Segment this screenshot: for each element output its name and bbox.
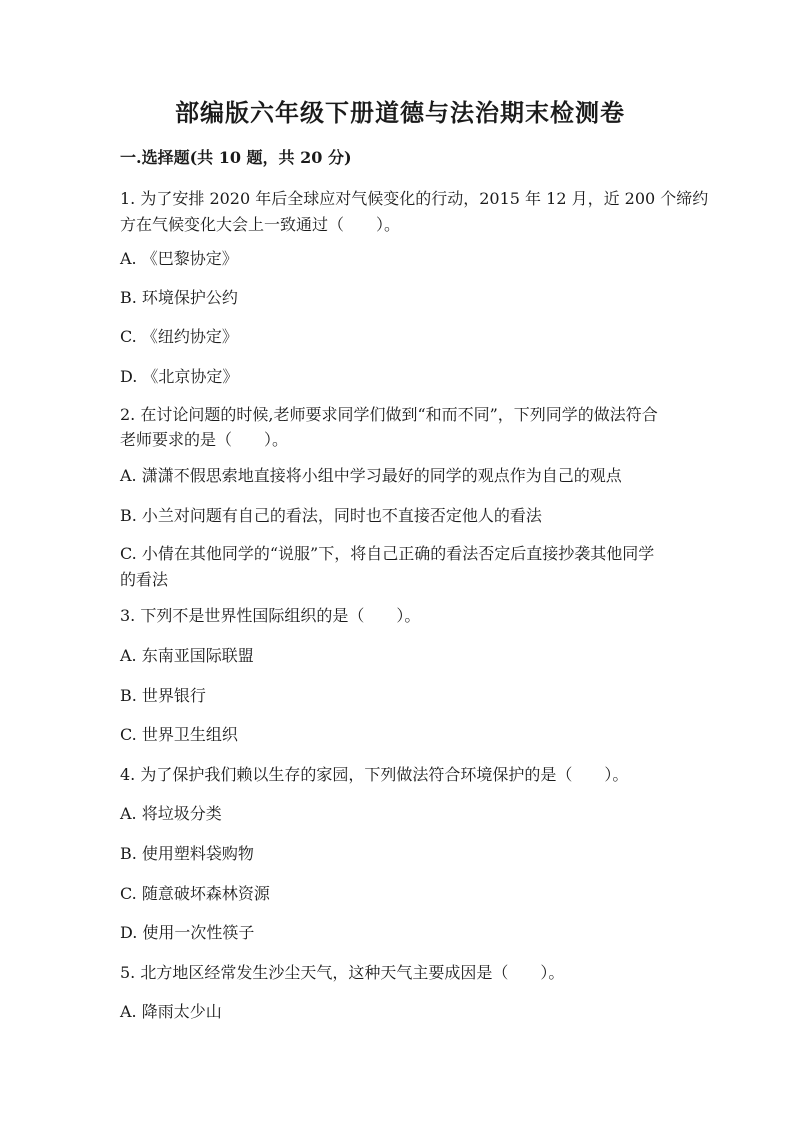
question-1-option-c: C. 《纽约协定》: [120, 327, 238, 346]
question-1-option-a: A. 《巴黎协定》: [120, 249, 238, 268]
question-4-stem: 4. 为了保护我们赖以生存的家园，下列做法符合环境保护的是（ ）。: [120, 765, 629, 784]
question-4-option-a: A. 将垃圾分类: [120, 804, 222, 823]
question-4-option-d: D. 使用一次性筷子: [120, 923, 255, 942]
section-heading: 一.选择题(共 10 题，共 20 分): [120, 148, 352, 167]
question-1-option-d: D. 《北京协定》: [120, 367, 239, 386]
question-2-option-a: A. 潇潇不假思索地直接将小组中学习最好的同学的观点作为自己的观点: [120, 466, 622, 485]
question-2-stem: 2. 在讨论问题的时候,老师要求同学们做到“和而不同”，下列同学的做法符合: [120, 405, 658, 424]
question-5-option-a: A. 降雨太少山: [120, 1002, 222, 1021]
question-2-option-c: C. 小倩在其他同学的“说服”下，将自己正确的看法否定后直接抄袭其他同学: [120, 544, 655, 563]
question-2-option-b: B. 小兰对问题有自己的看法，同时也不直接否定他人的看法: [120, 506, 542, 525]
question-5-stem: 5. 北方地区经常发生沙尘天气，这种天气主要成因是（ ）。: [120, 963, 565, 982]
question-4-option-b: B. 使用塑料袋购物: [120, 844, 254, 863]
question-1-stem-continued: 方在气候变化大会上一致通过（ ）。: [120, 215, 401, 234]
question-1-option-b: B. 环境保护公约: [120, 288, 238, 307]
question-3-option-a: A. 东南亚国际联盟: [120, 646, 254, 665]
exam-title: 部编版六年级下册道德与法治期末检测卷: [175, 98, 625, 127]
question-3-option-c: C. 世界卫生组织: [120, 725, 238, 744]
question-2-option-c-continued: 的看法: [120, 570, 169, 589]
question-2-stem-continued: 老师要求的是（ ）。: [120, 430, 289, 449]
question-3-option-b: B. 世界银行: [120, 686, 206, 705]
question-3-stem: 3. 下列不是世界性国际组织的是（ ）。: [120, 606, 421, 625]
question-4-option-c: C. 随意破坏森林资源: [120, 884, 270, 903]
question-1-stem: 1. 为了安排 2020 年后全球应对气候变化的行动，2015 年 12 月，近 200 个缔约: [120, 189, 709, 208]
